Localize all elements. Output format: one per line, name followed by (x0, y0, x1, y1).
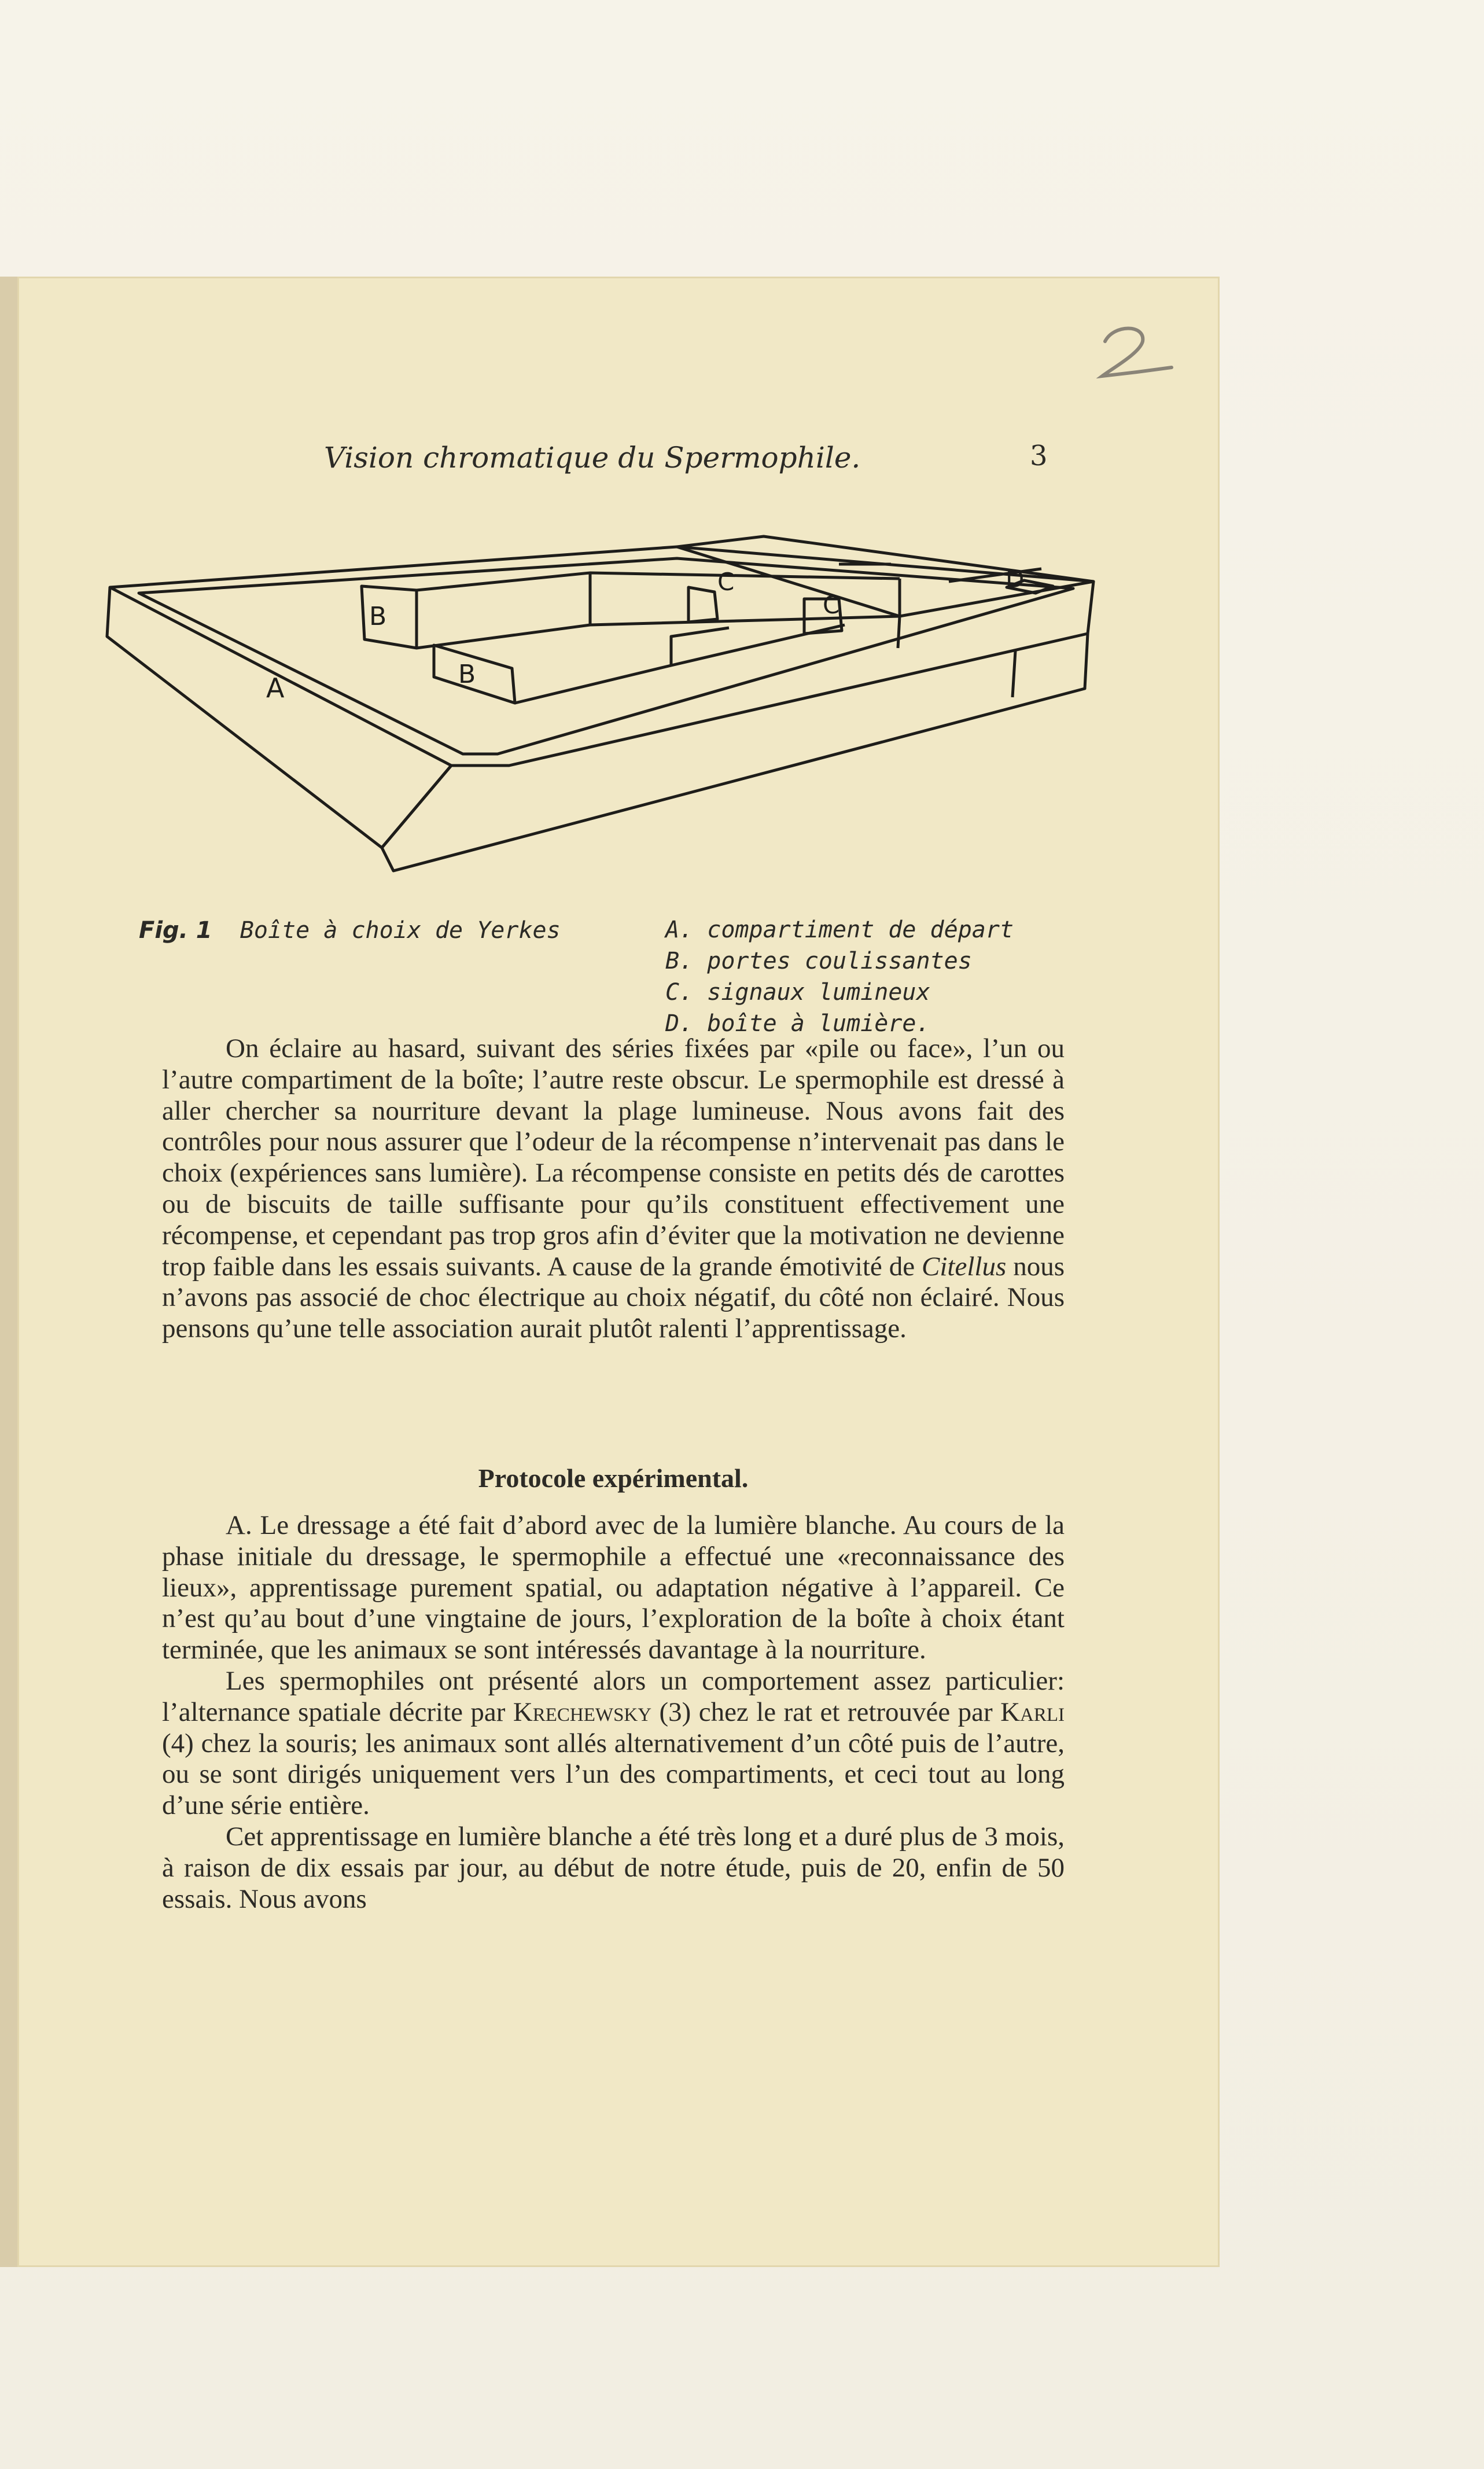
label-c-right: C (823, 591, 840, 619)
figure-caption (139, 917, 561, 944)
figure-number: Fig. 1 (139, 917, 212, 944)
label-d: D (1006, 565, 1025, 593)
author-name: Karli (1000, 1697, 1065, 1727)
label-b-left: B (369, 602, 387, 631)
legend-item: A. compartiment de départ (665, 917, 1014, 943)
genus-name: Citellus (922, 1251, 1007, 1282)
legend-item: C. signaux lumineux (665, 979, 930, 1006)
figure-legend (665, 914, 1014, 1039)
section-title: Protocole expérimental. (478, 1463, 749, 1493)
label-a: A (266, 672, 285, 704)
box-front-bottom (382, 634, 1088, 871)
running-title: Vision chromatique du Spermophile. (324, 441, 861, 474)
legend-item: B. portes coulissantes (665, 948, 972, 974)
handwritten-page-mark (1096, 321, 1177, 385)
yerkes-box-figure (93, 524, 1111, 903)
paragraph-3: Les spermophiles ont présenté alors un comportement assez particulier: l’alternance spatiale décrite par Krechewsky (3) chez le rat et retrouvée par Karli (4) chez la souris; les animaux sont allés alternativement d’un côté puis de l’autre, ou se sont dirigés uniquement vers l’un des compartiments, et ceci tout au long d’une série entière. (162, 1665, 1065, 1821)
paragraph-2: A. Le dressage a été fait d’abord avec de la lumière blanche. Au cours de la phase initiale du dressage, le spermophile a effectué une «reconnaissance des lieux», apprentissage purement spatial, ou adaptation négative à l’appareil. Ce n’est qu’au bout d’une vingtaine de jours, l’exploration de la boîte à choix étant terminée, que les animaux se sont intéressés davantage à la nourriture. Les spermophiles ont présenté alors un comportement assez particulier: l’alternance spatiale décrite par Krechewsky (3) chez le rat et retrouvée par Karli (4) chez la souris; les animaux sont allés alternativement d’un côté puis de l’autre, ou se sont dirigés uniquement vers l’un des compartiments, et ceci tout au long d’une série entière. Cet apprentissage en lumière blanche a été très long et a duré plus de 3 mois, à raison de dix essais par jour, au début de notre étude, puis de 20, enfin de 50 essais. Nous avons (162, 1510, 1065, 1914)
label-c-left: C (717, 568, 735, 596)
light-signal-1 (688, 587, 717, 622)
box-inner-rim (139, 558, 1073, 754)
box-front-left (107, 587, 451, 848)
facing-page-edge (0, 277, 17, 2267)
paragraph-4: Cet apprentissage en lumière blanche a été très long et a duré plus de 3 mois, à raison de dix essais par jour, au début de notre étude, puis de 20, enfin de 50 essais. Nous avons (162, 1821, 1065, 1914)
page-number: 3 (1030, 440, 1048, 472)
author-name: Krechewsky (513, 1697, 652, 1727)
label-b-right: B (458, 660, 476, 689)
paragraph-1: On éclaire au hasard, suivant des séries fixées par «pile ou face», l’un ou l’autre compartiment de la boîte; l’autre reste obscur. Le spermophile est dressé à aller chercher sa nourriture devant la plage lumineuse. Nous avons fait des contrôles pour nous assurer que l’odeur de la récompense n’intervenait pas dans le choix (expériences sans lumière). La récompense consiste en petits dés de carottes ou de biscuits de taille suffisante pour qu’ils constituent effectivement une récompense, et cependant pas trop gros afin d’éviter que la motivation ne devienne trop faible dans les essais suivants. A cause de la grande émotivité de Citellus nous n’avons pas associé de choc électrique au choix négatif, du côté non éclairé. Nous pensons qu’une telle association aurait plutôt ralenti l’apprentissage. (162, 1033, 1065, 1344)
legend-item: D. boîte à lumière. (665, 1010, 930, 1037)
figure-title: Boîte à choix de Yerkes (240, 917, 561, 944)
